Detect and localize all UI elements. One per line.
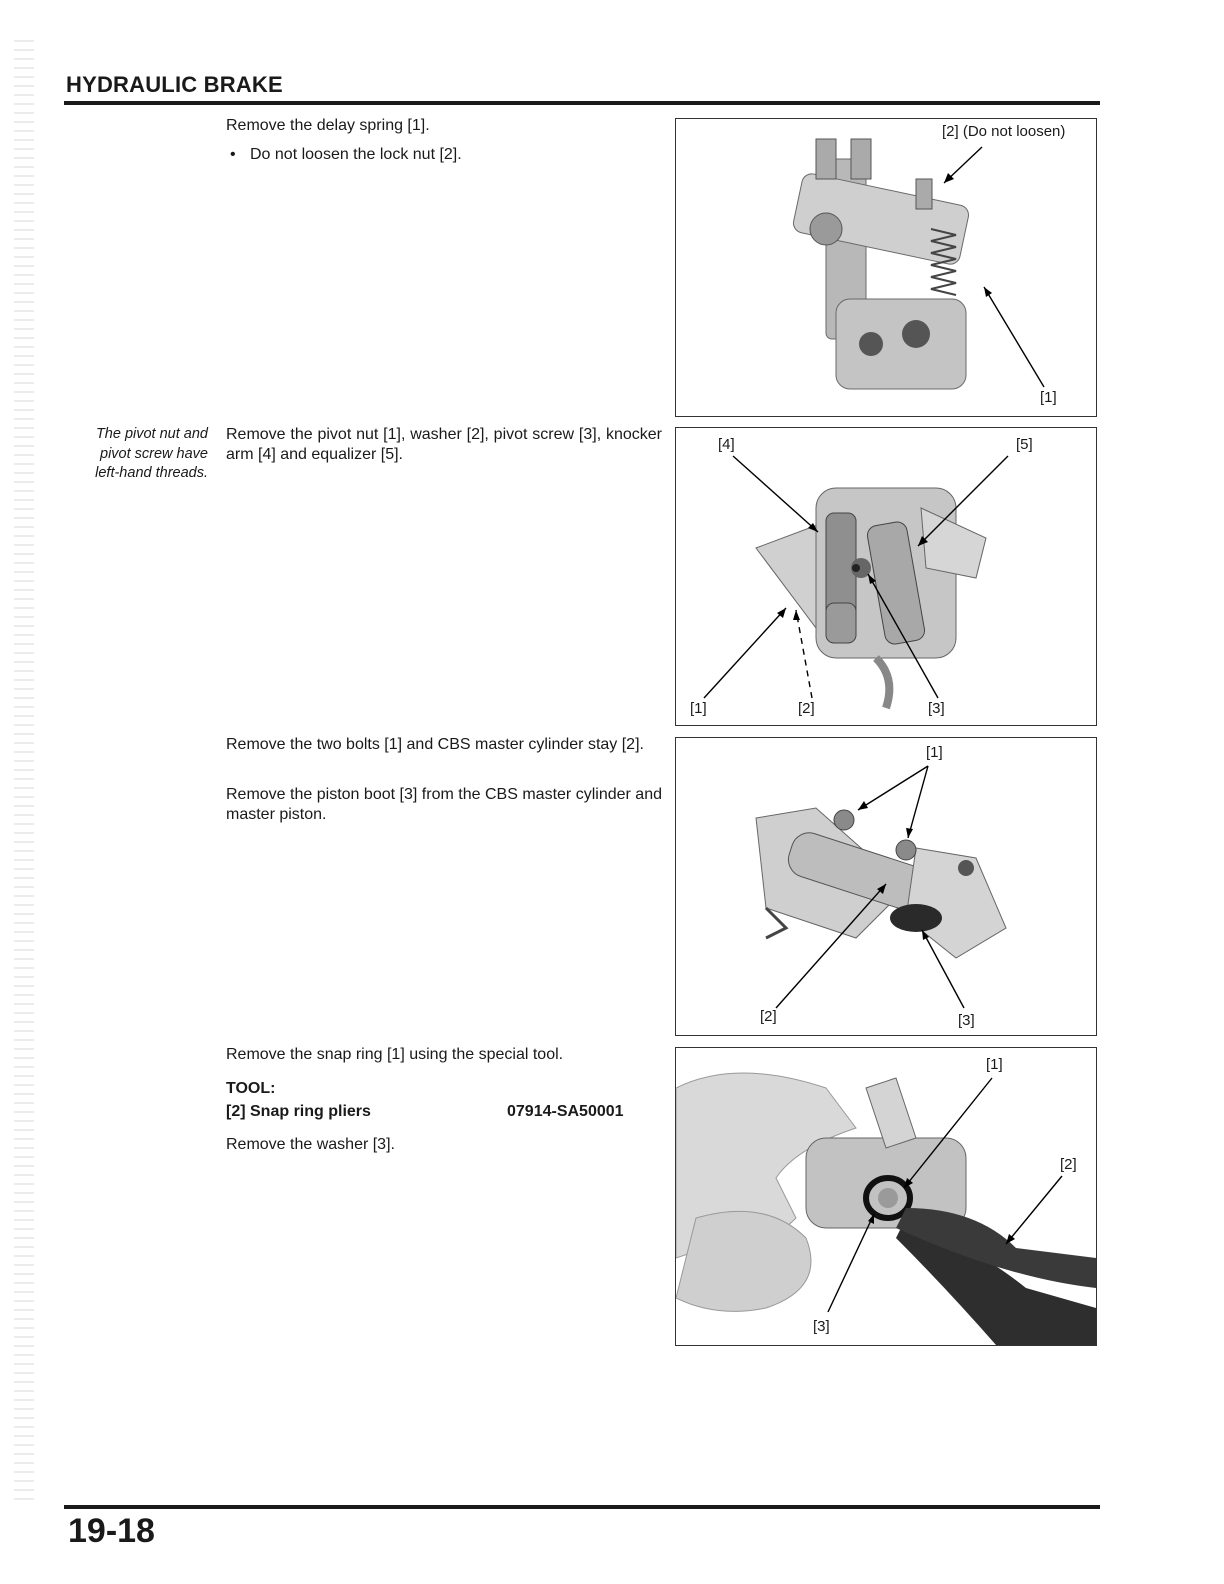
tool-heading: TOOL: xyxy=(226,1080,276,1097)
cbs-master-cylinder-illustration xyxy=(676,738,1096,1035)
step3-text1: Remove the two bolts [1] and CBS master cylinder stay [2]. xyxy=(226,736,644,753)
callout-lock-nut: [2] (Do not loosen) xyxy=(942,123,1066,140)
snap-ring-illustration xyxy=(676,1048,1096,1345)
step1-text: Remove the delay spring [1]. xyxy=(226,117,430,134)
figure-cbs-master-cylinder xyxy=(675,737,1097,1036)
section-title: HYDRAULIC BRAKE xyxy=(66,72,283,97)
step1-bullet: • Do not loosen the lock nut [2]. xyxy=(226,145,686,165)
callout-knocker-arm: [4] xyxy=(718,436,735,453)
figure-snap-ring xyxy=(675,1047,1097,1346)
figure-knocker-arm xyxy=(675,427,1097,726)
callout-snap-ring: [1] xyxy=(986,1056,1003,1073)
page-number: 19-18 xyxy=(68,1512,155,1550)
delay-spring-illustration xyxy=(676,119,1096,416)
callout-master-cylinder-stay: [2] xyxy=(760,1008,777,1025)
step4-text2: Remove the washer [3]. xyxy=(226,1136,395,1153)
callout-washer: [2] xyxy=(798,700,815,717)
callout-equalizer: [5] xyxy=(1016,436,1033,453)
callout-snap-ring-pliers: [2] xyxy=(1060,1156,1077,1173)
callout-pivot-nut: [1] xyxy=(690,700,707,717)
callout-delay-spring: [1] xyxy=(1040,389,1057,406)
callout-washer-step4: [3] xyxy=(813,1318,830,1335)
scan-edge-speckle xyxy=(14,40,34,1500)
header-rule xyxy=(64,101,1100,105)
step3-text2: Remove the piston boot [3] from the CBS master cylinder and master piston. xyxy=(226,786,662,823)
step2-text: Remove the pivot nut [1], washer [2], pivot screw [3], knocker arm [4] and equalizer [5]. xyxy=(226,426,662,463)
step4-text1: Remove the snap ring [1] using the special tool. xyxy=(226,1046,564,1063)
callout-pivot-screw: [3] xyxy=(928,700,945,717)
callout-piston-boot: [3] xyxy=(958,1012,975,1029)
footer-rule xyxy=(64,1505,1100,1509)
tool-name: [2] Snap ring pliers xyxy=(226,1103,371,1120)
figure-delay-spring xyxy=(675,118,1097,417)
knocker-arm-illustration xyxy=(676,428,1096,725)
side-note-left-hand-threads: The pivot nut and pivot screw have left-hand threads. xyxy=(95,426,208,481)
callout-bolts: [1] xyxy=(926,744,943,761)
tool-number: 07914-SA50001 xyxy=(507,1103,624,1120)
